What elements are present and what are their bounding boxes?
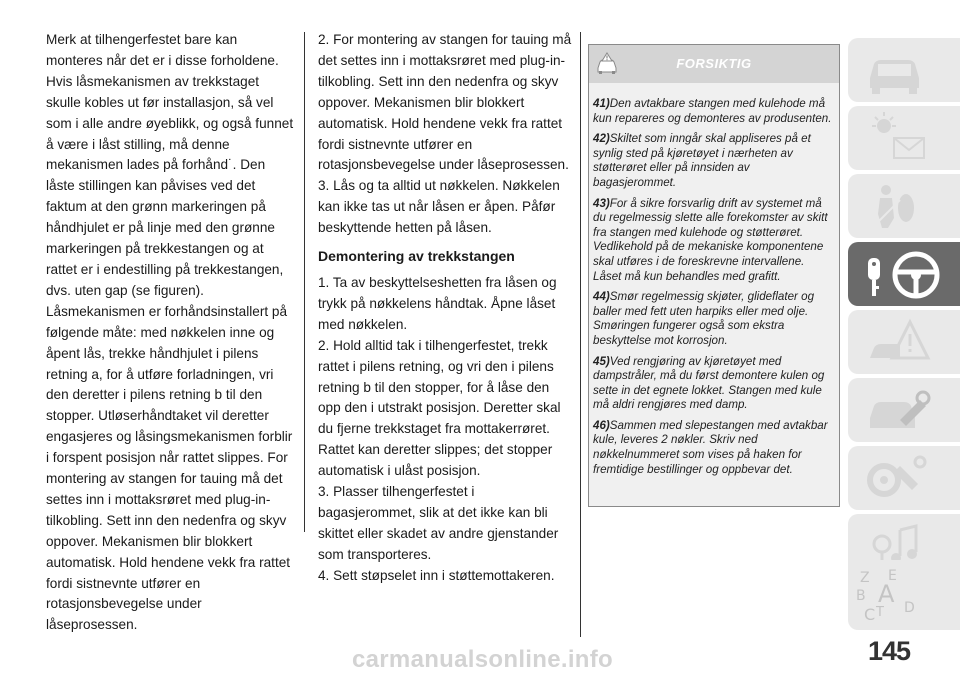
paragraph: Låsmekanismen er forhåndsinstallert på følgende måte: med nøkkelen inne og åpent lås, trekke håndhjulet i pilens retning a, for å utføre forladningen, vri den deretter i pilens retning b til den stopper. Utløserhåndtaket vil deretter engasjeres og låsingsmekanismen forblir i forspent posisjon når rattet slippes. For montering av stangen for tauing må det settes inn i mottaksrøret med plug-in-tilkobling. Sett inn den nedenfra og skyv oppover. Mekanismen blir blokkert automatisk. Hold hendene vekk fra rattet fordi sistnevnte utfører en rotasjonsbevegelse under låseprosessen.	[46, 303, 293, 633]
note-text: Sammen med slepestangen med avtakbar kule, leveres 2 nøkler. Skriv ned nøkkelnummeret som vises på haken for fremtidige bestillinger og oppbevar det.	[593, 418, 828, 476]
text-column-middle	[318, 30, 574, 587]
note-item	[593, 197, 835, 285]
text-column-left	[46, 30, 296, 636]
warning-lights-icon	[848, 106, 960, 170]
emergency-triangle-icon	[848, 310, 960, 374]
page-number: 145	[868, 636, 911, 666]
tab-index[interactable]	[848, 560, 960, 630]
index-letters-icon	[848, 560, 960, 630]
note-number: 41)	[593, 97, 610, 110]
caution-title: FORSIKTIG	[676, 56, 752, 71]
column-divider-left	[304, 32, 305, 532]
note-item	[593, 97, 835, 126]
paragraph: 2. Hold alltid tak i tilhengerfestet, trekk rattet i pilens retning, og vri den i pilens retning b til den stopper, for å låse den opp den i utstrakt posisjon. Deretter skal du fjerne trekkstaget fra mottakerrøret. Rattet kan deretter slippes; det stopper automatisk i ulåst posisjon.	[318, 337, 561, 479]
note-item	[593, 419, 835, 477]
paragraph: Merk at tilhengerfestet bare kan monteres når det er i disse forholdene. Hvis låsmekanismen av trekkstaget skulle kobles ut før installasjon, så vel som i alle andre øyeblikk, og også funnet å være i låst stilling, må denne mekanismen lades på forhånd˙. Den låste stillingen kan påvises ved det faktum at den grønn markeringen på håndhjulet er på linje med den grønne markeringen på trekkestangen og at rattet er i endestilling på trekkestangen, dvs. uten gap (se figuren).	[46, 32, 294, 298]
tab-emergency[interactable]	[848, 310, 960, 374]
note-text: Smør regelmessig skjøter, glideflater og baller med fett uten harpiks eller med olje. Smøringen fungerer også som ekstra beskyttelse mot korrosjon.	[593, 290, 815, 347]
tab-technical-data[interactable]	[848, 446, 960, 510]
paragraph: 3. Plasser tilhengerfestet i bagasjerommet, slik at det ikke kan bli skittet eller skadet av andre gjenstander som transporteres.	[318, 484, 559, 562]
tab-warning-lights[interactable]	[848, 106, 960, 170]
index-letter: D	[904, 600, 915, 616]
note-item	[593, 290, 835, 348]
index-letter: Z	[860, 570, 870, 586]
caution-box	[588, 44, 840, 507]
index-letter: E	[888, 568, 897, 584]
note-number: 46)	[593, 418, 610, 432]
note-text: Ved rengjøring av kjøretøyet med dampstråler, må du først demontere kulen og sette in det egnete lokket. Stangen med kule må aldri rengjøres med damp.	[593, 354, 825, 412]
index-letter: T	[876, 605, 884, 620]
note-text: For å sikre forsvarlig drift av systemet må du regelmessig slette alle forekomster av skitt fra stangen med kulehode og støtterøret. Vedlikehold på de mekaniske komponentene skal utføres i de foreskrevne intervallene. Låset må kun behandles med grafitt.	[593, 196, 828, 283]
watermark: carmanualsonline.info	[352, 646, 614, 673]
tab-maintenance[interactable]	[848, 378, 960, 442]
tab-safety[interactable]	[848, 174, 960, 238]
note-number: 42)	[593, 132, 610, 146]
column-divider-right	[580, 32, 581, 637]
note-item	[593, 355, 835, 413]
paragraph: 4. Sett støpselet inn i støttemottakeren.	[318, 567, 555, 583]
paragraph: 1. Ta av beskyttelseshetten fra låsen og trykk på nøkkelens håndtak. Åpne låset med nøkkelen.	[318, 274, 557, 332]
tab-starting-and-driving[interactable]	[848, 242, 960, 306]
car-dashboard-icon	[848, 38, 960, 102]
paragraph: 3. Lås og ta alltid ut nøkkelen. Nøkkelen kan ikke tas ut når låsen er åpen. Påfør beskyttende hetten på låsen.	[318, 178, 560, 236]
section-heading: Demontering av trekkstangen	[318, 248, 515, 265]
technical-data-icon	[848, 446, 960, 510]
note-number: 44)	[593, 290, 610, 304]
note-text: Den avtakbare stangen med kulehode må kun repareres og demonteres av produsenten.	[593, 97, 832, 125]
tab-vehicle-overview[interactable]	[848, 38, 960, 102]
note-number: 43)	[593, 196, 610, 210]
index-letter: B	[856, 588, 866, 604]
index-letter: A	[878, 580, 895, 608]
key-steering-wheel-icon	[848, 242, 960, 306]
maintenance-car-icon	[848, 378, 960, 442]
note-item	[593, 132, 835, 190]
caution-header	[589, 45, 839, 83]
paragraph: 2. For montering av stangen for tauing må det settes inn i mottaksrøret med plug-in-tilkobling. Sett inn den nedenfra og skyv oppover. Mekanismen blir blokkert automatisk. Hold hendene vekk fra rattet fordi sistnevnte utfører en rotasjonsbevegelse under låseprosessen.	[318, 32, 572, 173]
index-letter: C	[864, 605, 876, 624]
note-text: Skiltet som inngår skal appliseres på et synlig sted på kjøretøyet i nærheten av støtterøret eller på innsiden av bagasjerommet.	[593, 132, 811, 189]
chapter-tabs	[848, 0, 960, 678]
note-number: 45)	[593, 354, 610, 368]
caution-notes	[589, 83, 839, 477]
airbag-safety-icon	[848, 174, 960, 238]
